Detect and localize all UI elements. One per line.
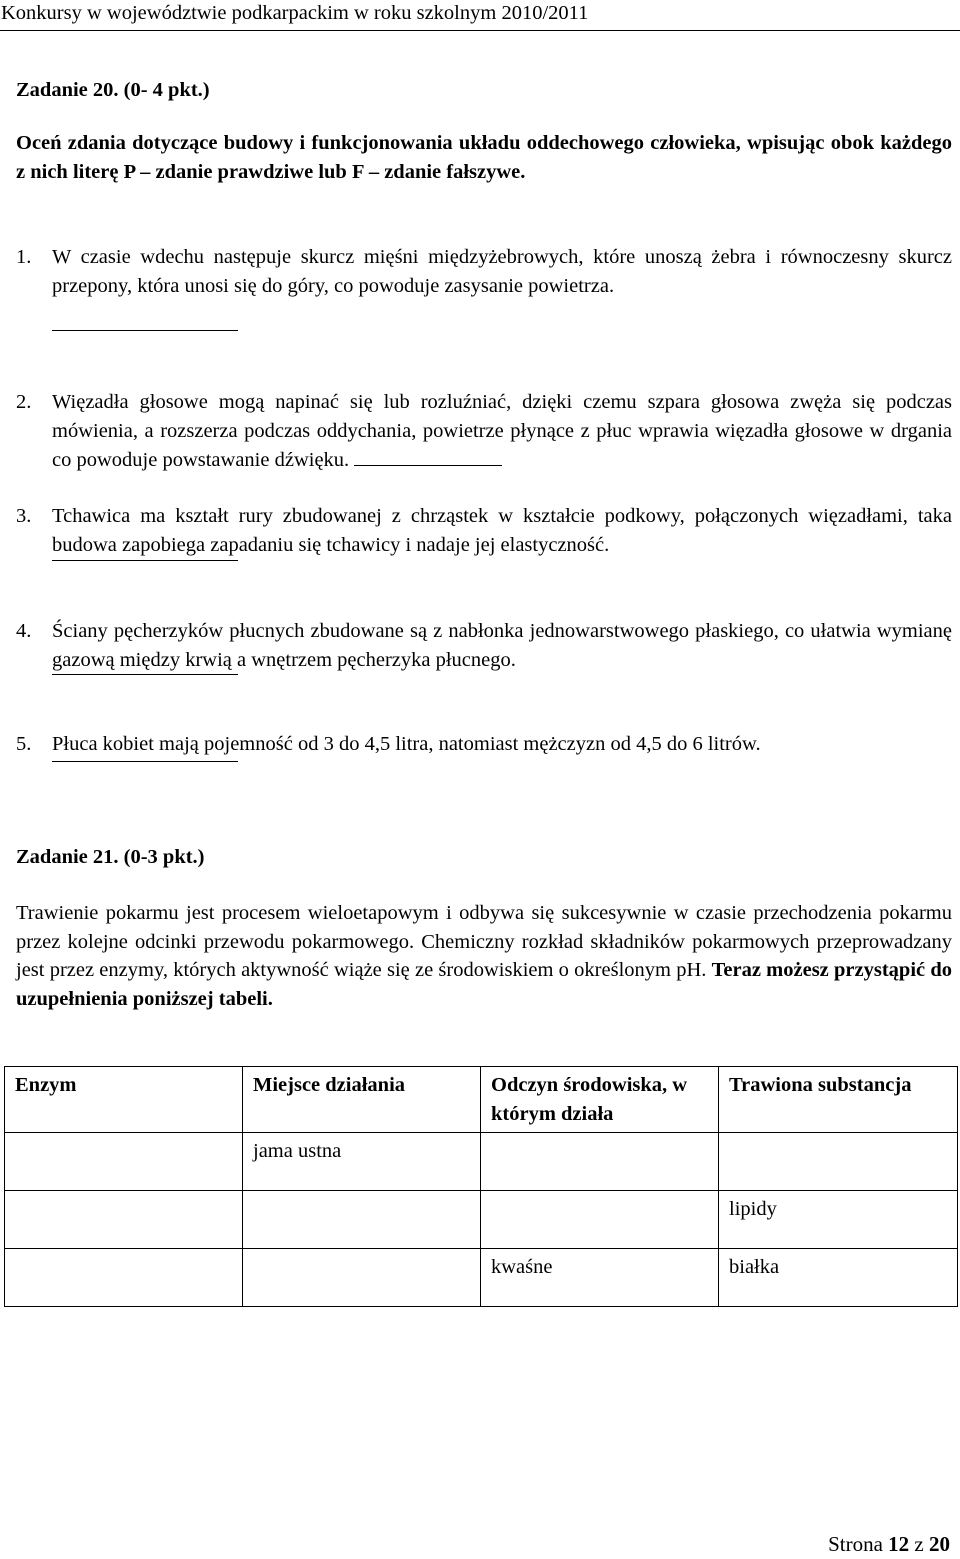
table-cell[interactable] [243,1191,481,1249]
table-cell[interactable] [719,1133,958,1191]
answer-blank-5[interactable] [52,761,238,762]
enzyme-table [4,1066,958,1307]
table-cell: białka [719,1249,958,1307]
footer-separator: z [914,1532,924,1556]
header-enzyme: Enzym [5,1067,243,1133]
running-header [0,0,960,31]
statement-text: Więzadła głosowe mogą napinać się lub rozluźniać, dzięki czemu szpara głosowa zwęża się podczas mówienia, a rozszerza podczas oddychania, powietrze płynące z płuc wprawia więzadła głosowe w drgania co powoduje powstawanie dźwięku. [52,391,952,471]
header-location: Miejsce działania [243,1067,481,1133]
header-text: Konkursy w województwie podkarpackim w roku szkolnym 2010/2011 [1,2,589,24]
statement-text: Ściany pęcherzyków płucnych zbudowane są z nabłonka jednowarstwowego płaskiego, co ułatwia wymianę gazową między krwią a wnętrzem pęcherzyka płucnego. [52,620,952,671]
statement-4 [16,617,952,674]
statement-2 [16,388,952,475]
task-20-instruction: Oceń zdania dotyczące budowy i funkcjonowania układu oddechowego człowieka, wpisując obok każdego z nich literę P – zdanie prawdziwe lub F – zdanie fałszywe. [16,132,952,183]
table-cell[interactable] [5,1249,243,1307]
answer-blank-1[interactable] [52,330,238,331]
table-cell[interactable] [243,1249,481,1307]
statement-1 [16,243,952,300]
statement-number: 2. [16,391,32,413]
statement-number: 4. [16,620,32,642]
statement-number: 5. [16,733,32,755]
answer-blank-4[interactable] [52,674,238,675]
header-substance: Trawiona substancja [719,1067,958,1133]
table-cell[interactable] [481,1191,719,1249]
table-cell[interactable] [5,1191,243,1249]
table-cell[interactable] [5,1133,243,1191]
table-cell: lipidy [719,1191,958,1249]
page-footer [828,1531,950,1557]
statement-text: Płuca kobiet mają pojemność od 3 do 4,5 litra, natomiast mężczyzn od 4,5 do 6 litrów. [52,733,761,755]
task-20-title: Zadanie 20. (0- 4 pkt.) [16,79,210,101]
footer-page-number: 12 [888,1532,910,1556]
table-cell: kwaśne [481,1249,719,1307]
table-row [5,1133,958,1191]
statement-3 [16,502,952,559]
header-ph: Odczyn środowiska, w którym działa [481,1067,719,1133]
table-row [5,1191,958,1249]
statement-number: 3. [16,505,32,527]
statement-text: W czasie wdechu następuje skurcz mięśni międzyżebrowych, które unoszą żebra i równoczesny skurcz przepony, która unosi się do góry, co powoduje zasysanie powietrza. [52,246,952,297]
task-21-intro: Trawienie pokarmu jest procesem wieloetapowym i odbywa się sukcesywnie w czasie przechodzenia pokarmu przez kolejne odcinki przewodu pokarmowego. Chemiczny rozkład składników pokarmowych przeprowadzany jest przez enzymy, których aktywność wiąże się ze środowiskiem o określonym pH. Teraz możesz przystąpić do uzupełnienia poniższej tabeli. [16,902,952,1010]
answer-blank-3[interactable] [52,560,238,561]
task-21-title: Zadanie 21. (0-3 pkt.) [16,846,205,868]
footer-prefix: Strona [828,1532,883,1556]
table-header-row [5,1067,958,1133]
footer-page-total: 20 [929,1532,950,1556]
statement-text: Tchawica ma kształt rury zbudowanej z chrząstek w kształcie podkowy, połączonych więzadłami, taka budowa zapobiega zapadaniu się tchawicy i nadaje jej elastyczność. [52,505,952,556]
table-cell: jama ustna [243,1133,481,1191]
statement-5 [16,730,952,759]
statement-number: 1. [16,246,32,268]
table-cell[interactable] [481,1133,719,1191]
table-row [5,1249,958,1307]
answer-blank-2[interactable] [354,445,502,466]
